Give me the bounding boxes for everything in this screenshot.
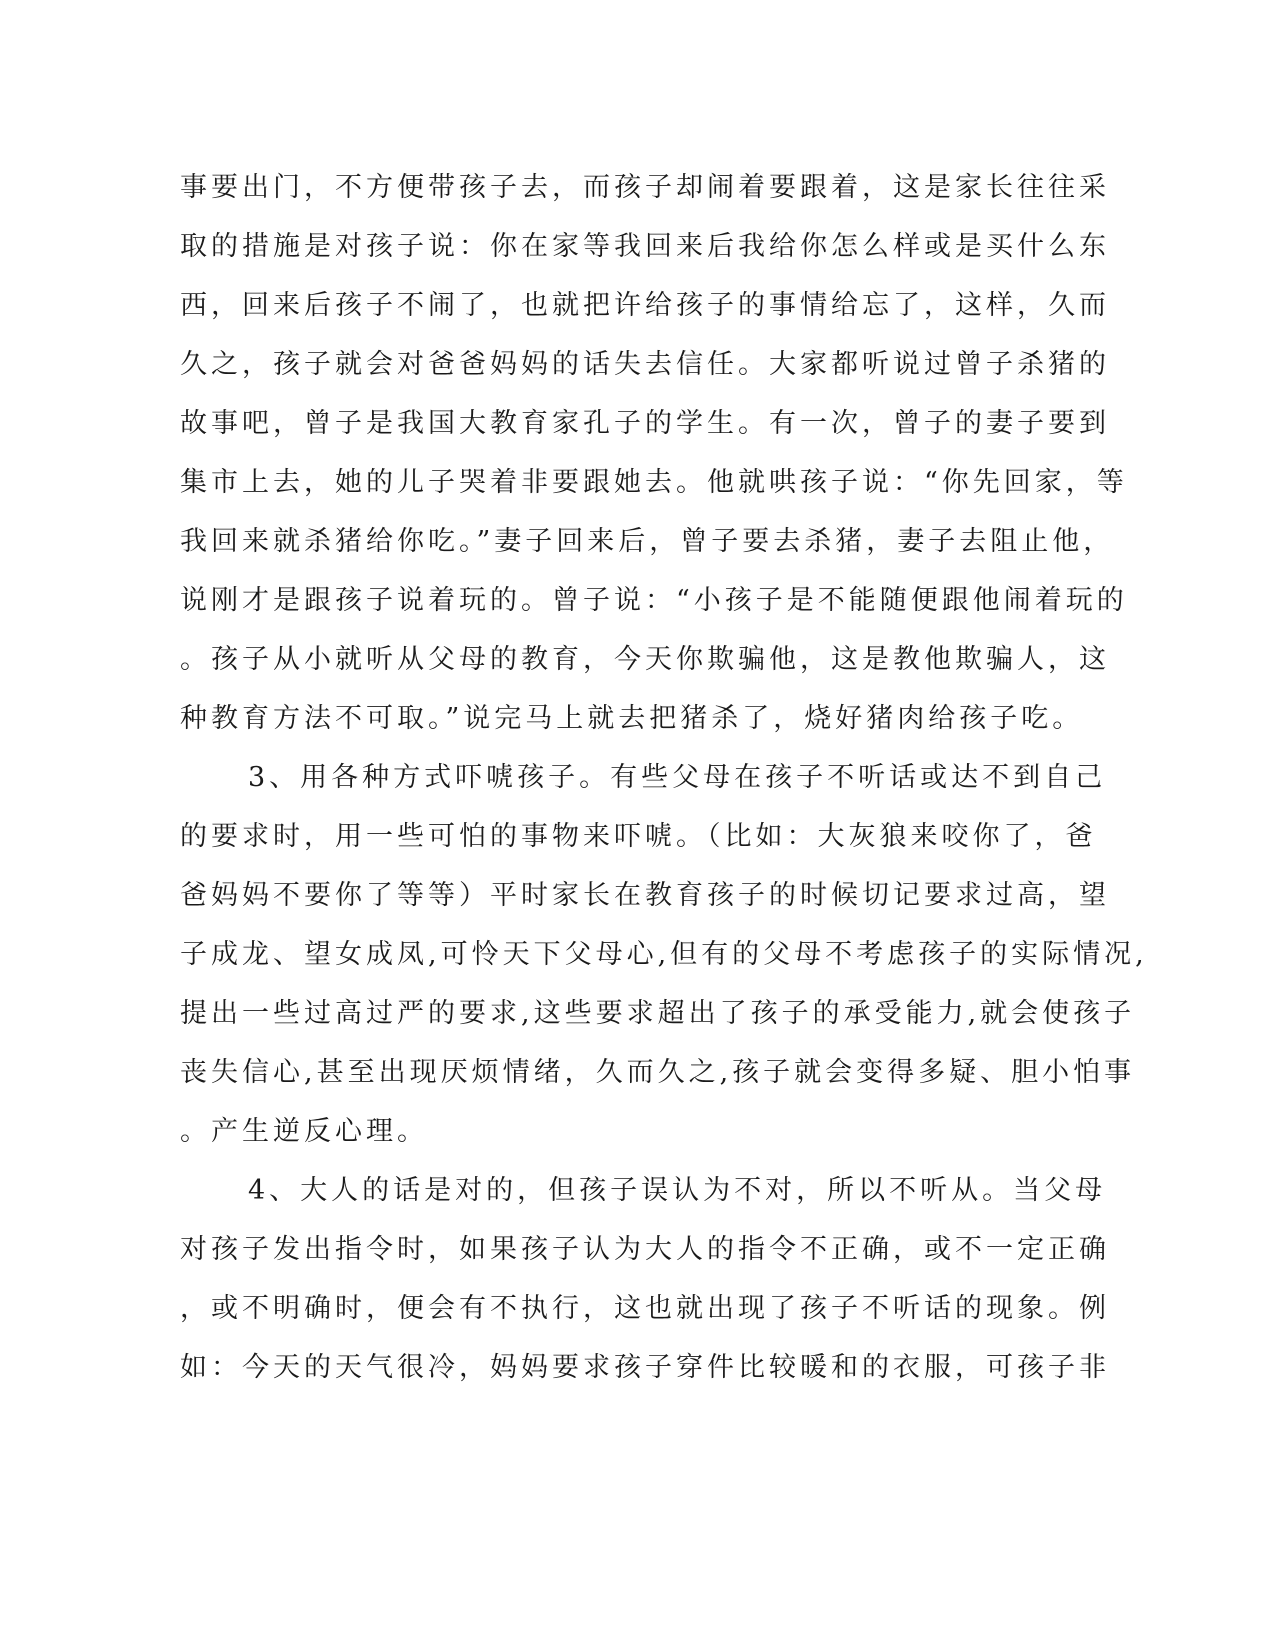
text-line: 。孩子从小就听从父母的教育，今天你欺骗他，这是教他欺骗人，这 <box>180 644 1110 675</box>
text-line: 对孩子发出指令时，如果孩子认为大人的指令不正确，或不一定正确 <box>180 1234 1110 1265</box>
text-line: 事要出门，不方便带孩子去，而孩子却闹着要跟着，这是家长往往采 <box>180 172 1110 203</box>
document-body <box>180 158 1148 1397</box>
text-line: ，或不明确时，便会有不执行，这也就出现了孩子不听话的现象。例 <box>180 1293 1110 1324</box>
text-line: 西，回来后孩子不闹了，也就把许给孩子的事情给忘了，这样，久而 <box>180 290 1110 321</box>
text-line: 故事吧，曾子是我国大教育家孔子的学生。有一次，曾子的妻子要到 <box>180 408 1110 439</box>
text-line: 提出一些过高过严的要求,这些要求超出了孩子的承受能力,就会使孩子 <box>180 998 1136 1029</box>
text-line: 说刚才是跟孩子说着玩的。曾子说：“小孩子是不能随便跟他闹着玩的 <box>180 585 1128 616</box>
text-line: 久之，孩子就会对爸爸妈妈的话失去信任。大家都听说过曾子杀猪的 <box>180 349 1110 380</box>
text-line: 子成龙、望女成凤,可怜天下父母心,但有的父母不考虑孩子的实际情况, <box>180 939 1148 970</box>
text-line: 我回来就杀猪给你吃。”妻子回来后，曾子要去杀猪，妻子去阻止他， <box>180 526 1115 557</box>
paragraph-start-line: 4、大人的话是对的，但孩子误认为不对，所以不听从。当父母 <box>248 1175 1107 1206</box>
text-line: 丧失信心,甚至出现厌烦情绪，久而久之,孩子就会变得多疑、胆小怕事 <box>180 1057 1136 1088</box>
text-line: 如：今天的天气很冷，妈妈要求孩子穿件比较暖和的衣服，可孩子非 <box>180 1352 1110 1383</box>
text-line: 集市上去，她的儿子哭着非要跟她去。他就哄孩子说：“你先回家，等 <box>180 467 1128 498</box>
text-line: 取的措施是对孩子说：你在家等我回来后我给你怎么样或是买什么东 <box>180 231 1110 262</box>
paragraph-start-line: 3、用各种方式吓唬孩子。有些父母在孩子不听话或达不到自己 <box>248 762 1107 793</box>
text-line: 爸妈妈不要你了等等）平时家长在教育孩子的时候切记要求过高，望 <box>180 880 1110 911</box>
text-line: 种教育方法不可取。”说完马上就去把猪杀了，烧好猪肉给孩子吃。 <box>180 703 1084 734</box>
text-line: 。产生逆反心理。 <box>180 1116 428 1147</box>
text-line: 的要求时，用一些可怕的事物来吓唬。（比如：大灰狼来咬你了，爸 <box>180 821 1097 852</box>
